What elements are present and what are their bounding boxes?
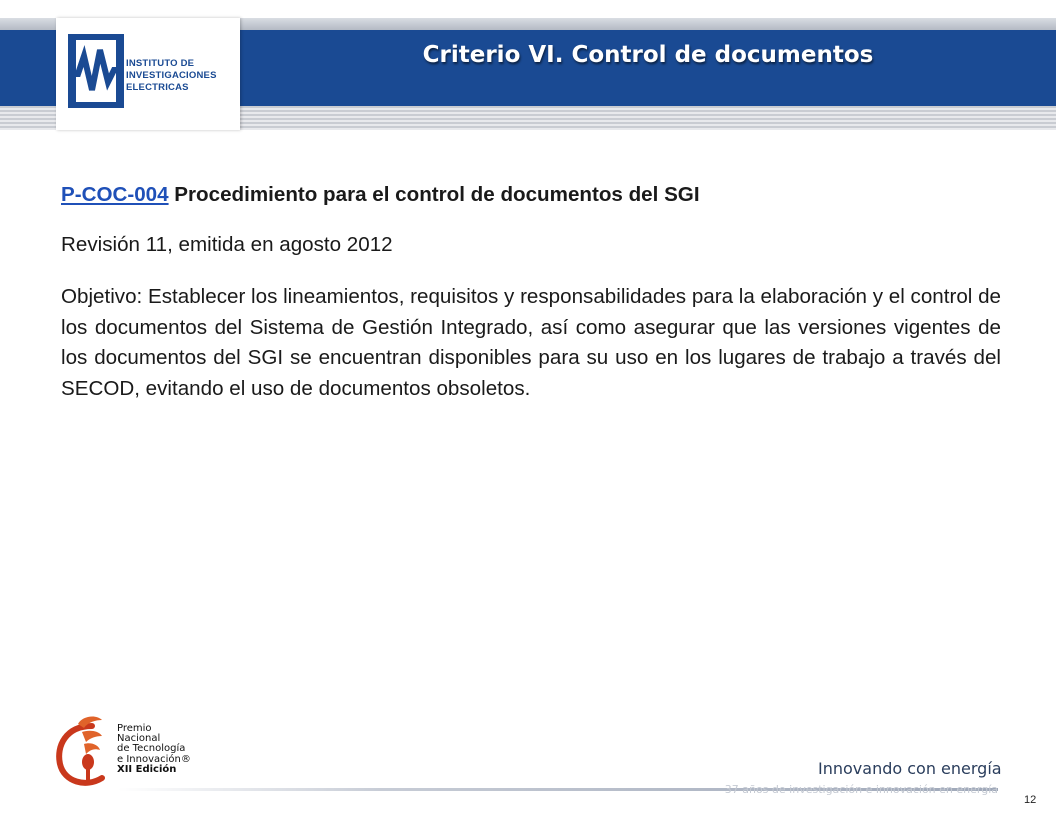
footer-subtagline: 37 años de investigación e innovación en energía [724, 783, 998, 796]
procedure-heading [61, 178, 1001, 212]
premio-nacional-text [117, 724, 191, 775]
revision-text: Revisión 11, emitida en agosto 2012 [61, 233, 393, 256]
award-line: Nacional [117, 733, 161, 745]
iie-logo [56, 18, 240, 130]
award-line: Premio [117, 723, 152, 734]
award-line: de Tecnología [117, 743, 186, 755]
slide-content [61, 178, 1001, 404]
award-edition: XII Edición [117, 763, 177, 775]
award-line: e Innovación® [117, 753, 191, 765]
tagline: Innovando con energía [818, 759, 1002, 778]
logo-line: INSTITUTO DE [126, 58, 195, 69]
procedure-title: Procedimiento para el control de documentos del SGI [168, 183, 700, 206]
iie-logo-text [126, 58, 217, 94]
procedure-code-link[interactable]: P-COC-004 [61, 183, 169, 206]
page-number: 12 [1024, 794, 1037, 806]
premio-nacional-logo-icon [52, 712, 114, 788]
objective-paragraph: Objetivo: Establecer los lineamientos, requisitos y responsabilidades para la elaboración y el control de los documentos del Sistema de Gestión Integrado, así como asegurar que las versiones vigentes de los documentos del SGI se encuentran disponibles para su uso en los lugares de trabajo a través del SECOD, evitando el uso de documentos obsoletos. [61, 285, 1001, 400]
logo-line: INVESTIGACIONES [126, 70, 217, 81]
slide-title: Criterio VI. Control de documentos [422, 42, 874, 68]
logo-line: ELECTRICAS [126, 82, 189, 93]
iie-logo-icon [68, 34, 124, 108]
